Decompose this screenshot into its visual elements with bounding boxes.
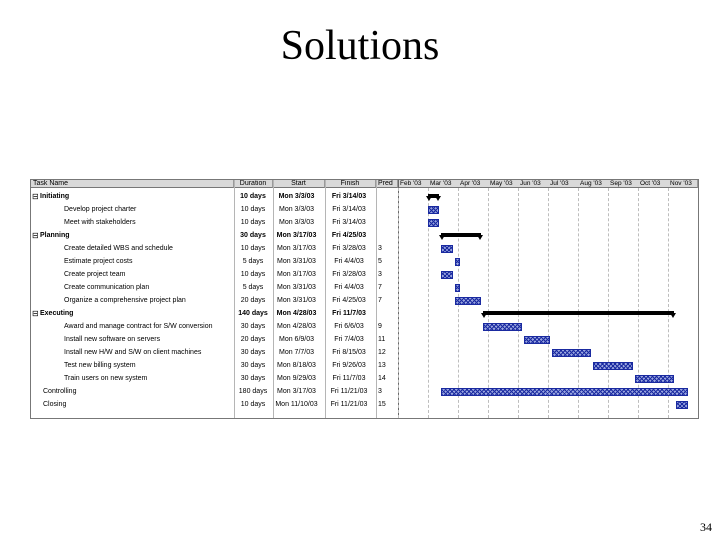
month-label: Sep '03 bbox=[610, 180, 632, 187]
task-name-cell: Executing bbox=[40, 310, 74, 317]
task-expander[interactable] bbox=[32, 398, 40, 411]
month-label: Mar '03 bbox=[430, 180, 452, 187]
table-row[interactable] bbox=[31, 216, 398, 229]
duration-cell: 10 days bbox=[240, 271, 266, 278]
finish-cell: Fri 3/14/03 bbox=[332, 206, 366, 213]
task-expander[interactable]: ⊟ bbox=[32, 309, 39, 318]
finish-cell: Fri 4/4/03 bbox=[334, 284, 364, 291]
page-number: 34 bbox=[700, 520, 712, 534]
duration-cell: 10 days bbox=[240, 219, 266, 226]
duration-cell: 20 days bbox=[240, 336, 266, 343]
finish-cell: Fri 8/15/03 bbox=[332, 349, 366, 356]
task-name-cell: Test new billing system bbox=[64, 362, 136, 369]
header-finish[interactable]: Finish bbox=[325, 180, 376, 188]
finish-cell: Fri 3/14/03 bbox=[332, 219, 366, 226]
gantt-chart bbox=[30, 179, 699, 419]
task-bar[interactable] bbox=[455, 284, 460, 292]
predecessor-cell: 12 bbox=[378, 349, 386, 356]
header-start[interactable]: Start bbox=[273, 180, 325, 188]
task-expander[interactable] bbox=[32, 294, 40, 307]
slide-title: Solutions bbox=[280, 23, 440, 69]
task-bar[interactable] bbox=[593, 362, 632, 370]
finish-cell: Fri 3/28/03 bbox=[332, 245, 366, 252]
task-expander[interactable] bbox=[32, 255, 40, 268]
predecessor-cell: 7 bbox=[378, 297, 382, 304]
month-label: Feb '03 bbox=[400, 180, 422, 187]
task-expander[interactable] bbox=[32, 203, 40, 216]
task-expander[interactable] bbox=[32, 359, 40, 372]
table-row[interactable] bbox=[31, 203, 398, 216]
summary-bar[interactable] bbox=[428, 194, 440, 198]
predecessor-cell: 11 bbox=[378, 336, 386, 343]
task-name-cell: Create detailed WBS and schedule bbox=[64, 245, 173, 252]
duration-cell: 20 days bbox=[240, 297, 266, 304]
table-row[interactable] bbox=[31, 372, 398, 385]
task-bar[interactable] bbox=[635, 375, 674, 383]
predecessor-cell: 5 bbox=[378, 258, 382, 265]
month-gridline bbox=[488, 188, 489, 418]
task-bar[interactable] bbox=[428, 206, 440, 214]
task-name-cell: Create project team bbox=[64, 271, 126, 278]
task-name-cell: Award and manage contract for S/W conversion bbox=[64, 323, 213, 330]
task-name-cell: Planning bbox=[40, 232, 70, 239]
header-predecessors[interactable]: Pred bbox=[376, 180, 398, 188]
predecessor-cell: 3 bbox=[378, 245, 382, 252]
start-cell: Mon 11/10/03 bbox=[275, 401, 318, 408]
predecessor-cell bbox=[378, 229, 396, 242]
month-gridline bbox=[398, 188, 399, 418]
start-cell: Mon 3/3/03 bbox=[278, 206, 315, 213]
task-name-cell: Estimate project costs bbox=[64, 258, 133, 265]
duration-cell: 10 days bbox=[240, 401, 266, 408]
task-bar[interactable] bbox=[483, 323, 522, 331]
table-row[interactable] bbox=[31, 255, 398, 268]
finish-cell: Fri 7/4/03 bbox=[334, 336, 364, 343]
month-label: Nov '03 bbox=[670, 180, 692, 187]
start-cell: Mon 3/31/03 bbox=[277, 258, 316, 265]
header-duration[interactable]: Duration bbox=[234, 180, 273, 188]
task-expander[interactable] bbox=[32, 346, 40, 359]
month-gridline bbox=[518, 188, 519, 418]
table-row[interactable] bbox=[31, 242, 398, 255]
duration-cell: 10 days bbox=[240, 206, 266, 213]
start-cell: Mon 3/3/03 bbox=[278, 193, 315, 200]
finish-cell: Fri 4/25/03 bbox=[332, 297, 366, 304]
predecessor-cell: 14 bbox=[378, 375, 386, 382]
table-row[interactable] bbox=[31, 333, 398, 346]
table-row[interactable] bbox=[31, 385, 398, 398]
task-bar[interactable] bbox=[455, 258, 460, 266]
task-name-cell: Train users on new system bbox=[64, 375, 148, 382]
task-bar[interactable] bbox=[441, 388, 688, 396]
start-cell: Mon 3/3/03 bbox=[278, 219, 315, 226]
table-row[interactable] bbox=[31, 359, 398, 372]
start-cell: Mon 3/31/03 bbox=[277, 284, 316, 291]
task-bar[interactable] bbox=[676, 401, 688, 409]
finish-cell: Fri 11/21/03 bbox=[330, 388, 368, 395]
task-expander[interactable] bbox=[32, 281, 40, 294]
duration-cell: 30 days bbox=[240, 232, 266, 239]
task-expander[interactable] bbox=[32, 333, 40, 346]
start-cell: Mon 4/28/03 bbox=[277, 323, 316, 330]
start-cell: Mon 3/17/03 bbox=[277, 271, 316, 278]
finish-cell: Fri 11/7/03 bbox=[332, 310, 366, 317]
task-name-cell: Create communication plan bbox=[64, 284, 150, 291]
task-expander[interactable] bbox=[32, 385, 40, 398]
month-label: Jul '03 bbox=[550, 180, 569, 187]
table-row[interactable] bbox=[31, 281, 398, 294]
duration-cell: 5 days bbox=[242, 258, 264, 265]
finish-cell: Fri 4/25/03 bbox=[331, 232, 367, 239]
finish-cell: Fri 9/26/03 bbox=[332, 362, 366, 369]
start-cell: Mon 4/28/03 bbox=[276, 310, 317, 317]
table-row[interactable] bbox=[31, 398, 398, 411]
task-name-cell: Install new software on servers bbox=[64, 336, 161, 343]
task-bar[interactable] bbox=[441, 271, 453, 279]
header-task-name[interactable]: Task Name bbox=[31, 180, 234, 188]
task-bar[interactable] bbox=[524, 336, 550, 344]
finish-cell: Fri 3/28/03 bbox=[332, 271, 366, 278]
start-cell: Mon 3/31/03 bbox=[277, 297, 316, 304]
table-row[interactable] bbox=[31, 320, 398, 333]
month-gridline bbox=[668, 188, 669, 418]
predecessor-cell bbox=[378, 190, 396, 203]
month-label: Oct '03 bbox=[640, 180, 661, 187]
duration-cell: 10 days bbox=[240, 193, 266, 200]
task-name-cell: Develop project charter bbox=[64, 206, 137, 213]
start-cell: Mon 7/7/03 bbox=[278, 349, 315, 356]
duration-cell: 30 days bbox=[240, 349, 266, 356]
predecessor-cell: 3 bbox=[378, 388, 382, 395]
task-bar[interactable] bbox=[441, 245, 453, 253]
predecessor-cell: 3 bbox=[378, 271, 382, 278]
start-cell: Mon 3/17/03 bbox=[277, 388, 316, 395]
duration-cell: 140 days bbox=[238, 310, 268, 317]
month-label: Jun '03 bbox=[520, 180, 541, 187]
finish-cell: Fri 6/6/03 bbox=[334, 323, 364, 330]
task-expander[interactable] bbox=[32, 320, 40, 333]
month-label: Apr '03 bbox=[460, 180, 481, 187]
task-bar[interactable] bbox=[552, 349, 591, 357]
start-cell: Mon 6/9/03 bbox=[278, 336, 315, 343]
predecessor-cell: 9 bbox=[378, 323, 382, 330]
predecessor-cell bbox=[378, 203, 396, 216]
predecessor-cell bbox=[378, 307, 396, 320]
table-row[interactable] bbox=[31, 268, 398, 281]
finish-cell: Fri 3/14/03 bbox=[331, 193, 367, 200]
predecessor-cell: 15 bbox=[378, 401, 386, 408]
table-row[interactable] bbox=[31, 307, 398, 320]
task-name-cell: Organize a comprehensive project plan bbox=[64, 297, 186, 304]
month-label: May '03 bbox=[490, 180, 513, 187]
task-name-cell: Closing bbox=[43, 401, 67, 408]
finish-cell: Fri 11/7/03 bbox=[332, 375, 366, 382]
task-expander[interactable] bbox=[32, 216, 40, 229]
duration-cell: 30 days bbox=[240, 362, 266, 369]
duration-cell: 5 days bbox=[242, 284, 264, 291]
month-gridline bbox=[548, 188, 549, 418]
finish-cell: Fri 4/4/03 bbox=[334, 258, 364, 265]
task-name-cell: Meet with stakeholders bbox=[64, 219, 136, 226]
predecessor-cell: 7 bbox=[378, 284, 382, 291]
month-gridline bbox=[608, 188, 609, 418]
start-cell: Mon 8/18/03 bbox=[277, 362, 316, 369]
table-row[interactable] bbox=[31, 190, 398, 203]
finish-cell: Fri 11/21/03 bbox=[330, 401, 368, 408]
task-name-cell: Initiating bbox=[40, 193, 70, 200]
start-cell: Mon 9/29/03 bbox=[277, 375, 316, 382]
predecessor-cell bbox=[378, 216, 396, 229]
start-cell: Mon 3/17/03 bbox=[277, 245, 316, 252]
summary-bar[interactable] bbox=[441, 233, 480, 237]
task-expander[interactable] bbox=[32, 372, 40, 385]
month-label: Aug '03 bbox=[580, 180, 602, 187]
start-cell: Mon 3/17/03 bbox=[276, 232, 317, 239]
duration-cell: 180 days bbox=[238, 388, 268, 395]
task-bar[interactable] bbox=[455, 297, 481, 305]
duration-cell: 30 days bbox=[240, 323, 266, 330]
task-bar[interactable] bbox=[428, 219, 440, 227]
task-name-cell: Install new H/W and S/W on client machines bbox=[64, 349, 202, 356]
month-gridline bbox=[578, 188, 579, 418]
month-gridline bbox=[638, 188, 639, 418]
task-expander[interactable] bbox=[32, 242, 40, 255]
task-expander[interactable]: ⊟ bbox=[32, 231, 39, 240]
task-expander[interactable]: ⊟ bbox=[32, 192, 39, 201]
table-row[interactable] bbox=[31, 229, 398, 242]
duration-cell: 30 days bbox=[240, 375, 266, 382]
table-row[interactable] bbox=[31, 294, 398, 307]
task-expander[interactable] bbox=[32, 268, 40, 281]
predecessor-cell: 13 bbox=[378, 362, 386, 369]
duration-cell: 10 days bbox=[240, 245, 266, 252]
table-row[interactable] bbox=[31, 346, 398, 359]
summary-bar[interactable] bbox=[483, 311, 674, 315]
task-name-cell: Controlling bbox=[43, 388, 77, 395]
